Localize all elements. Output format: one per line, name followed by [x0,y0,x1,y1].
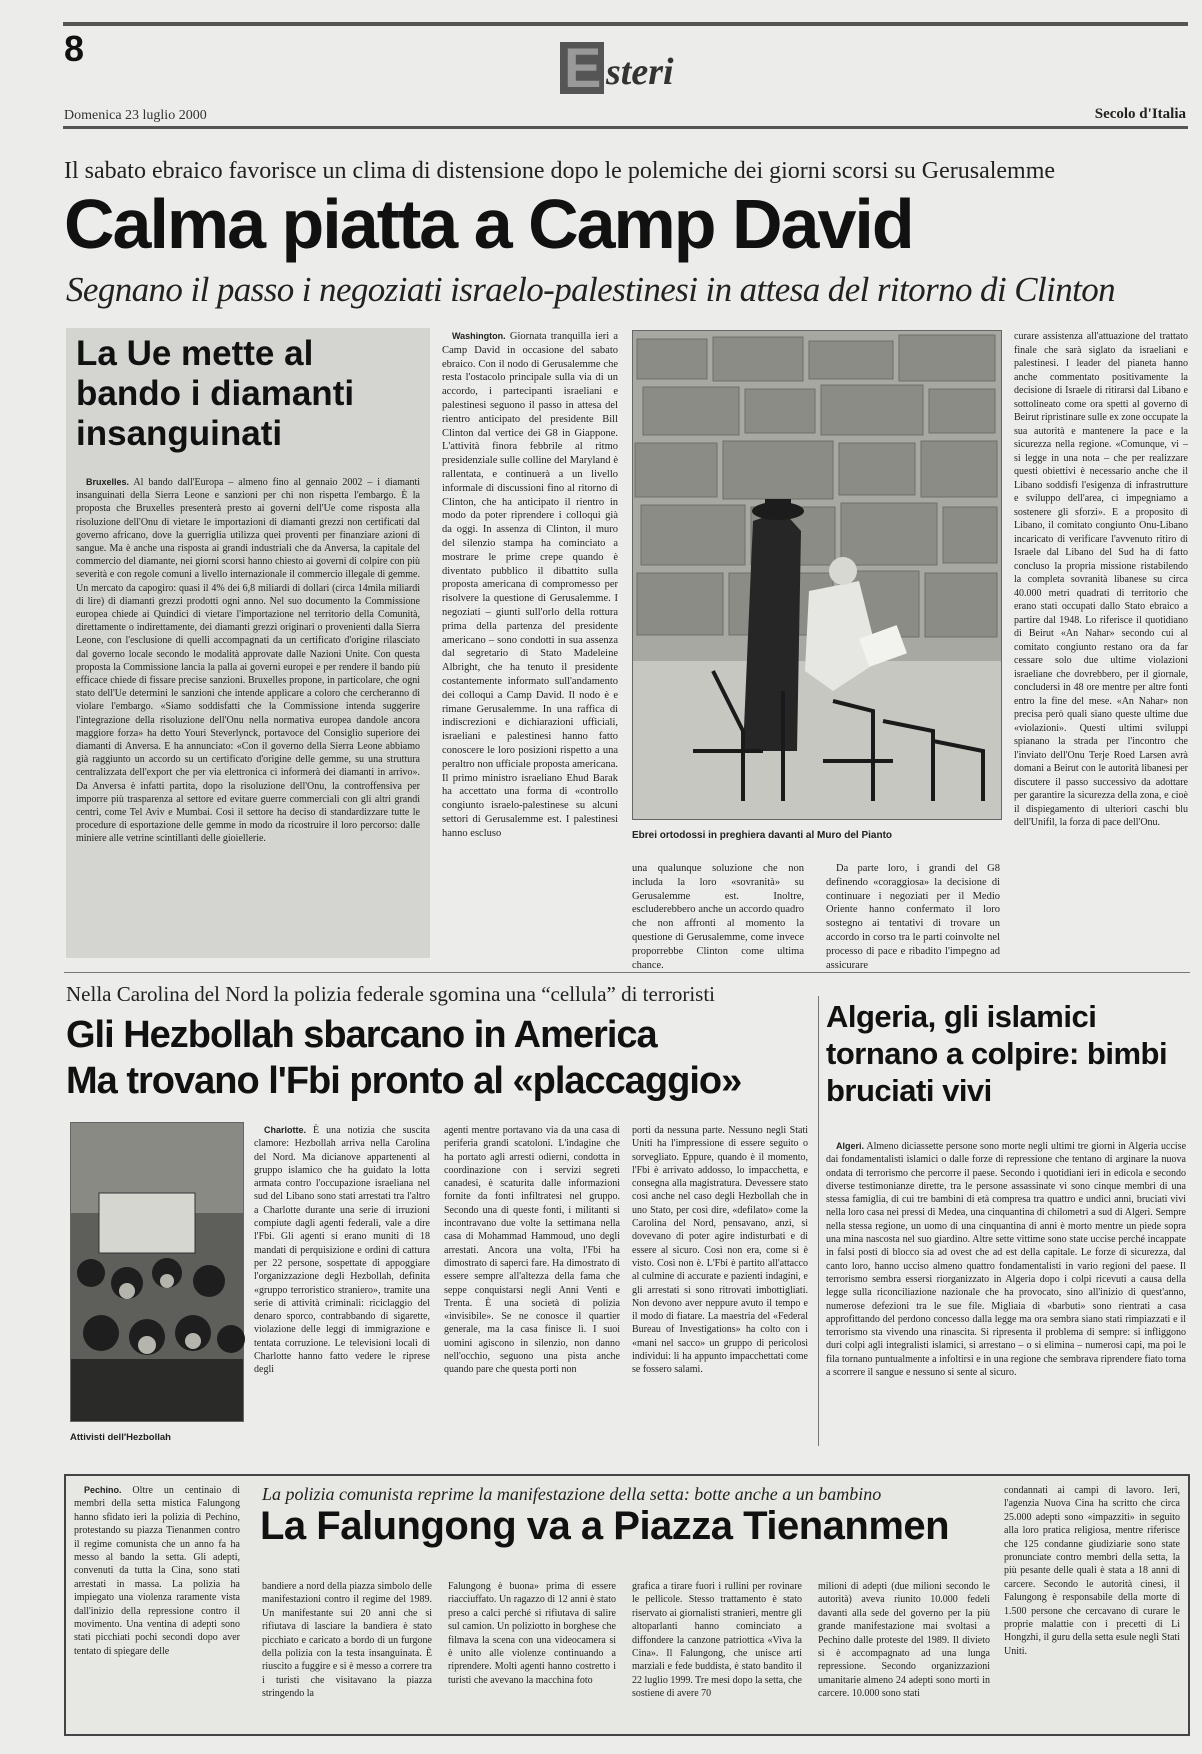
hezbollah-headline-2: Ma trovano l'Fbi pronto al «placcaggio» [66,1060,742,1102]
western-wall-photo-image [633,331,1001,819]
lead-column-3-text: Da parte loro, i grandi del G8 definendo «coraggiosa» la decisione di continuare i negoziati per il Medio Oriente hanno confermato il loro sostegno ai tentativi di trovare un accordo in corso tra le parti coinvolte nel processo di pace e ribadito l'impegno ad assicurare [826,863,1000,971]
hezbollah-headline-1: Gli Hezbollah sbarcano in America [66,1014,657,1056]
issue-date: Domenica 23 luglio 2000 [64,108,207,123]
algeria-text: Almeno diciassette persone sono morte negli ultimi tre giorni in Algeria uccise dai fondamentalisti islamici o dalle forze di repressione che tentano di arginare la nuova ondata di terrorismo che percorre il paese. Secondo i quotidiani ieri in edicola e secondo diverse testimonianze dirette, tra le persone assassinate vi sono cinque membri di una stessa famiglia, di cui tre bambini di età compresa tra quattro e undici anni, bruciati vivi nella loro casa nei pressi di Medea, una cinquantina di chilometri a sud di Algeri. Sempre nella stessa regione, un uomo di una cinquantina di anni è morto mentre un piede sopra una mina nascosta nel suo giardino. Altre sette vittime sono state uccise perché incappate in falsi posti di blocco sia ad ovest che ad est della capitale. Le forze di sicurezza, dal canto loro, hanno ucciso almeno quattro fondamentalisti in vario regioni del paese. Il terrorismo sembra essersi riorganizzato in Algeria dopo i colpi ricevuti a causa della legge sulla riconciliazione nazionale che ha provocato, sino all'inizio di quest'anno, numerose defezioni tra le sue file. Migliaia di «barbuti» sono rientrati a casa approfittando del perdono concesso dalla legge ma ora sembra siano stati rimpiazzati e il terrorismo sta vivendo una rinascita. Si ripresenta il problema di sempre: si infliggono duri colpi agli integralisti islamici, si arrestano – o si elimina – numerosi capi, ma poi le fila tornano puntualmente a infoltirsi e in una regione che sembrava riprendere fiato torna a scorrere il sangue e nessuno si sente al sicuro. [826,1141,1187,1379]
falungong-column-3-text: Falungong è buona» prima di essere riacciuffato. Un ragazzo di 12 anni è stato preso a calci perché si rifiutava di salire sul camion. Un poliziotto in borghese che filmava la scena con una videocamera si è unito alle violenze continuando a riprendere. Molti agenti hanno costretto i turisti che avevano la macchina foto [448,1581,616,1686]
falungong-column-6 [1004,1484,1180,1732]
lead-headline: Calma piatta a Camp David [64,185,913,263]
algeria-headline: Algeria, gli islamici tornano a colpire: bimbi bruciati vivi [826,999,1168,1108]
falungong-dateline: Pechino. [84,1485,122,1495]
top-rule [63,22,1188,26]
diamonds-headline: La Ue mette al bando i diamanti insanguinati [76,334,355,453]
falungong-column-4 [632,1580,802,1730]
hezbollah-caption: Attivisti dell'Hezbollah [70,1432,171,1443]
hezbollah-column-2 [444,1124,620,1448]
falungong-column-1 [74,1484,240,1732]
falungong-column-5-text: milioni di adepti (due milioni secondo le autorità) aveva riunito 10.000 fedeli davanti alla sede del governo per la più grande manifestazione mai svoltasi a Pechino dalle proteste del 1989. Il divieto si è accompagnato ad una lunga repressione. Secondo organizzazioni umanitarie almeno 24 adepti sono morti in carcere. 10.000 sono stati [818,1581,990,1700]
falungong-column-1-text: Oltre un centinaio di membri della setta mistica Falungong hanno sfidato ieri la polizia di Pechino, protestando su piazza Tienanmen contro il regime comunista che un anno fa ha messo al bando la setta. Gli adepti, convenuti da tutta la Cina, sono stati arrestati in massa. La polizia ha impiegato una violenza raramente vista dall'inizio della repressione contro il movimento. Una ventina di adepti sono stati picchiati pochi secondi dopo aver tentato di spiegare delle [74,1485,240,1657]
hezbollah-photo-image [71,1123,243,1421]
algeria-body [826,1140,1186,1456]
page-number: 8 [64,28,85,69]
section-initial: E [564,36,602,99]
lead-dateline: Washington. [452,331,506,341]
lead-column-4-text: curare assistenza all'attuazione del trattato finale che sarà siglato da israeliani e palestinesi. I leader del pianeta hanno anche commentato positivamente la decisione di Israele di ritirarsi dal Libano e sottolineato come ora spetti al governo di Beirut ripristinare sulle ex zone occupate la sua autorità e mantenere la pace e la sicurezza nella regione. «Comunque, vi – si legge in una nota – che per realizzare questi obiettivi è necessario anche che il Libano soddisfi l'esigenza di infrastrutture e sviluppo dell'area, ci impegniamo a sostenere gli sforzi». E a proposito di Libano, il comitato congiunto Onu-Libano incaricato di verificare l'avvenuto ritiro di Israele dal Libano del Sud ha di fatto concluso la propria missione ristabilendo la completa sovranità libanese su circa 40.000 metri quadrati di territorio che erano stati occupati dallo Stato ebraico a partire dal 1948. Lo riferisce il quotidiano di Beirut «An Nahar» secondo cui al comitato congiunto restano ora da far cessare solo due ultime violazioni israeliane che dovrebbero, per il giornale, concludersi in 48 ore mentre per altre fonti entro la fine del mese. «An Nahar» non precisa però quali siano queste ultime due «violazioni». Questi ultimi sviluppi spianano la strada per l'incontro che l'inviato dell'Onu Terje Roed Larsen avrà domani a Beirut con le autorità libanesi per discutere il passo successivo da adottare per garantire la sicurezza della zona, e cioè il dispiegamento di ulteriori caschi blu dell'Unifil, la forza di pace dell'Onu. [1014,331,1188,828]
lead-column-1 [442,330,618,962]
hezbollah-photo [70,1122,244,1422]
section-initial-block [560,36,604,99]
falungong-kicker: La polizia comunista reprime la manifestazione della setta: botte anche a un bambino [262,1484,882,1504]
lead-column-2-text: una qualunque soluzione che non includa la loro «sovranità» su Gerusalemme est. Inoltre, escluderebbero anche un accordo quadro che non affronti al momento la questione di Gerusalemme, come invece proporrebbe Clinton come ultima chance. [632,863,804,971]
falungong-column-6-text: condannati ai campi di lavoro. Ieri, l'agenzia Nuova Cina ha scritto che circa 25.000 adepti sono «impazziti» in seguito alla loro pratica religiosa, mentre riferisce che 125 condanne giudiziarie sono state pronunciate contro membri della setta, la più pesante delle quali è stata a 18 anni di carcere. Secondo le autorità cinesi, il Falungong è responsabile della morte di 1.500 persone che cercavano di curare le proprie malattie con i precetti di Li Hongzhi, il guru della setta esule negli Stati Uniti. [1004,1485,1180,1657]
lead-subhead: Segnano il passo i negoziati israelo-palestinesi in attesa del ritorno di Clinton [66,270,1116,309]
section-title: steri [606,51,674,93]
paper-name: Secolo d'Italia [1094,106,1186,122]
falungong-column-4-text: grafica a tirare fuori i rullini per rovinare le pellicole. Stesso trattamento è stato riservato ai giornalisti stranieri, mentre gli altoparlanti hanno cominciato a diffondere la canzone patriottica «Viva la Cina». Il Falungong, che unisce arti marziali e fede buddista, è stato bandito il 22 luglio 1999. Tre mesi dopo la setta, che sostiene di avere 70 [632,1581,802,1700]
diamonds-box [66,328,430,958]
masthead-rule [63,126,1188,129]
lead-column-3 [826,862,1000,971]
falungong-column-5 [818,1580,990,1730]
lead-kicker: Il sabato ebraico favorisce un clima di distensione dopo le polemiche dei giorni scorsi su Gerusalemme [64,158,1056,184]
algeria-dateline: Algeri. [836,1141,865,1151]
hezbollah-dateline: Charlotte. [264,1125,307,1135]
hezbollah-kicker: Nella Carolina del Nord la polizia federale sgomina una “cellula” di terroristi [66,982,715,1006]
hezbollah-column-1 [254,1124,430,1448]
western-wall-caption: Ebrei ortodossi in preghiera davanti al Muro del Pianto [632,830,893,841]
falungong-column-3 [448,1580,616,1730]
algeria-divider [818,996,819,1446]
hezbollah-column-3 [632,1124,808,1448]
lead-column-2 [632,862,804,971]
lead-column-4 [1014,330,1188,978]
diamonds-dateline: Bruxelles. [86,477,130,487]
diamonds-body [76,476,420,950]
hezbollah-column-1-text: È una notizia che suscita clamore: Hezbollah arriva nella Carolina del Nord. Ma dicianove appartenenti al gruppo islamico che ha guidato la lotta armata contro l'occupazione israeliana nel sud del Libano sono stati arrestati tra l'altro a Charlotte durante una serie di irruzioni compiute dagli agenti federali, vale a dire l'Fbi. Gli agenti si erano muniti di 18 mandati di perquisizione e ordini di cattura per 22 persone, sospettate di appoggiare l'organizzazione degli Hezbollah, definita «gruppo terroristico straniero», tramite una serie di attività criminali: riciclaggio del denaro sporco, contrabbando di sigarette, violazione delle leggi di immigrazione e tentata corruzione. Le televisioni locali di Charlotte hanno fatto vedere le riprese degli [254,1125,430,1376]
falungong-column-2-text: bandiere a nord della piazza simbolo delle manifestazioni contro il regime del 1989. Un manifestante sui 20 anni che si rifiutava di lasciare la bandiera è stato picchiato e caricato a bordo di un furgone della polizia con la testa insanguinata. È riuscito a fuggire e si è messo a correre tra i turisti che visitavano la piazza stringendo la [262,1581,432,1700]
lead-column-1-text: Giornata tranquilla ieri a Camp David in occasione del sabato ebraico. Con il nodo di Gerusalemme che resta l'ostacolo principale sulla via di un accordo, i partecipanti israeliani e palestinesi seguono il passo in attesa del rientro anticipato del presidente Bill Clinton dal vertice dei G8 in Giappone. L'attività finora febbrile al ritmo presidenziale sulle colline del Maryland è rallentata, e continuerà a un livello informale di discussioni fino al ritorno di Clinton, che ha anticipato il rientro in modo da poter riprendere i colloqui già da oggi. In assenza di Clinton, il muro del silenzio stampa ha cominciato a mostrare le prime crepe quando è diventato pubblico il dibattito sulla proposta americana di compromesso per risolvere la questione di Gerusalemme. I negoziati – giunti sull'orlo della rottura prima della partenza del presidente americano – sono condotti in sua assenza dal segretario di Stato Madeleine Albright, che ha tenuto il presidente costantemente informato sull'andamento dei colloqui a Camp David. Il nodo è e rimane Gerusalemme. In una raffica di indiscrezioni e dichiarazioni ufficiali, israeliani e palestinesi hanno fatto conoscere le loro posizioni rispetto a una peraltro non ufficiale proposta americana. Il primo ministro israeliano Ehud Barak ha accettato una forma di «controllo congiunto israelo-palestinese su alcuni settori di Gerusalemme est. I palestinesi hanno escluso [442,331,619,839]
diamonds-text: Al bando dall'Europa – almeno fino al gennaio 2002 – i diamanti insanguinati della Sierra Leone e sanzioni per chi non rispetta l'embargo. È la proposta che Bruxelles presenterà presto ai governi dell'Ue come risposta alla risoluzione dell'Onu di vietare le importazioni di diamanti grezzi non certificati dal governo africano, dove la guerriglia utilizza quei proventi per finanziare azioni di sangue. Ma è anche una risposta ai grandi industriali che da Anversa, la capitale del commercio del diamante, nei giorni scorsi hanno chiesto ai governi di colpire con più severità e con regole comuni a livello internazionale il commercio illegale di gemme. Un mercato da capogiro: quasi il 4% dei 6,8 miliardi di dollari (circa 14mila miliardi di lire) di diamanti grezzi prodotti ogni anno. Nel suo documento la Commissione europea chiede ai Quindici di vietare l'importazione nel territorio della Comunità, direttamente o indirettamente, dei diamanti grezzi originari o provenienti dalla Sierra Leone, con l'esclusione di quelli accompagnati da un certificato d'origine rilasciato dal governo locale secondo le modalità approvate dalle Nazioni Unite. Con questa proposta la Commissione lancia la palla ai governi europei e per rendere il bando più efficace chiede di fissare precise sanzioni. Bruxelles propone, in particolare, che ogni stato dell'Ue determini le sanzioni che intende applicare a coloro che cercheranno di violare l'embargo. «Siamo soddisfatti che la Commissione intenda suggerire l'integrazione della risoluzione dell'Onu nella normativa europea dandole ancora maggiore forza» ha detto Youri Steverlynck, portavoce del Consiglio superiore dei diamanti di Anversa. E ha annunciato: «Con il governo della Sierra Leone abbiamo già raggiunto un accordo su un certificato d'origine delle gemme, su una struttura centralizzata dell'export che per via elettronica ci informerà dei diamanti in arrivo». Da Anversa è infatti partita, dopo la risoluzione dell'Onu, la controffensiva per imporre più trasparenza al settore ed evitare guerre commerciali con gli altri grandi centri, come Tel Aviv e Mumbai. Così il settore ha deciso di standardizzare tutte le procedure di esportazione delle gemme in modo da ricostruire il loro percorso: dalle miniere alle vetrine scintillanti delle gioiellerie. [76,477,421,845]
hezbollah-column-3-text: porti da nessuna parte. Nessuno negli Stati Uniti ha l'impressione di essere seguito o sorvegliato. Eppure, quando è il momento, l'Fbi è arrivato addosso, lo impacchetta, e consegna alla magistratura. Devessere stato così anche nel caso degli Hezbollah che in uno Stato, per così dire, «defilato» come la Carolina del Nord, pensavano, anzi, si dovevano di poter agire indisturbati e di essere al sicuro. Così non era, come si è visto. Così non è. L'Fbi è partito all'attacco al culmine di accurate e pazienti indagini, e gli arrestati si sono ritrovati imbottigliati. Non devono aver neppure avuto il tempo e il modo di fiatare. La maestria del «Federal Bureau of Investigations» ha colto con i «mani nel sacco» un gruppo di pericolosi individui: li ha appunto impacchettati come se fossero salami. [632,1125,808,1376]
falungong-column-2 [262,1580,432,1730]
section-divider [64,972,1190,973]
hezbollah-column-2-text: agenti mentre portavano via da una casa di periferia grandi scatoloni. L'indagine che ha portato agli arresti odierni, condotta in coordinazione con i servizi segreti canadesi, è scaturita dalle informazioni fornite da fonti infiltratesi nel gruppo. Secondo una di queste fonti, i militanti si incontravano due volte la settimana nella casa di Mohammad Hammoud, uno degli arrestati. Ancora una volta, l'Fbi ha dimostrato di saperci fare. Ha dimostrato di essere sempre all'altezza della fama che seppe conquistarsi negli Anni Venti e Trenta. È una società di polizia «invisibile». Se ne conosce il quartier generale, ma la casa finisce lì. I suoi uomini agiscono in silenzio, non danno nell'occhio, seguono una pista anche quando pare che questa porti non [444,1125,620,1376]
falungong-headline: La Falungong va a Piazza Tienanmen [260,1504,950,1548]
western-wall-photo [632,330,1002,820]
